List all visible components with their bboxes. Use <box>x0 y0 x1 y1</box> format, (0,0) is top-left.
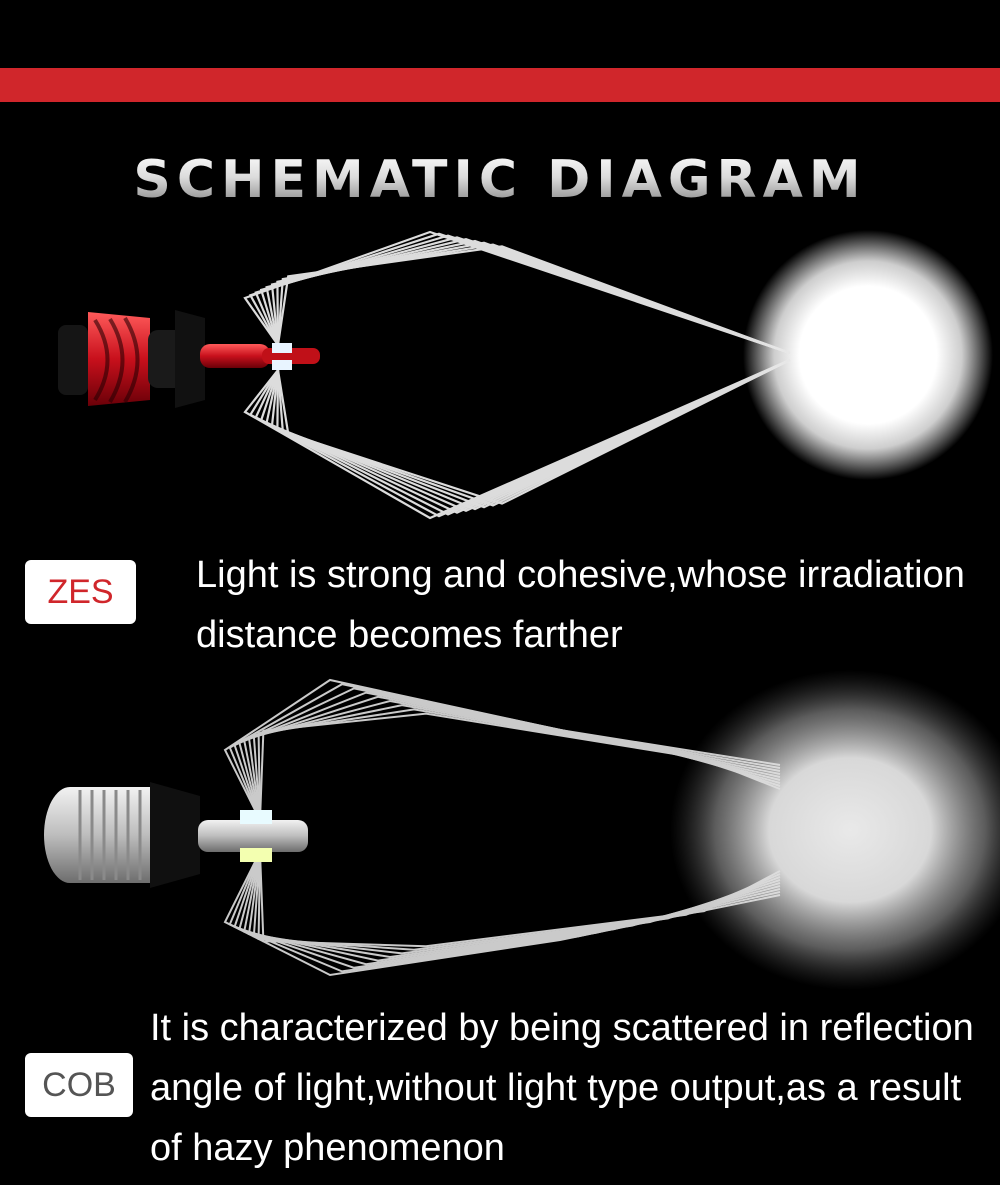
cob-description: It is characterized by being scattered in reflection angle of light,without light type output,as a result of hazy phenomenon <box>150 1007 974 1169</box>
header-accent-bar <box>0 68 1000 102</box>
zes-beam-illustration <box>0 220 1000 530</box>
page-title: SCHEMATIC DIAGRAM <box>0 150 1000 210</box>
cob-light-spot <box>670 670 1000 990</box>
beam-line <box>250 234 790 353</box>
cob-beam-illustration <box>0 670 1000 990</box>
zes-beam-lines <box>245 232 790 518</box>
zes-light-spot <box>743 230 993 480</box>
cob-bulb-image <box>44 782 308 888</box>
cob-badge: COB <box>25 1053 133 1117</box>
beam-line <box>245 232 790 353</box>
top-dark-strip <box>0 0 1000 68</box>
zes-description: Light is strong and cohesive,whose irradiation distance becomes farther <box>196 554 965 656</box>
zes-badge: ZES <box>25 560 136 624</box>
